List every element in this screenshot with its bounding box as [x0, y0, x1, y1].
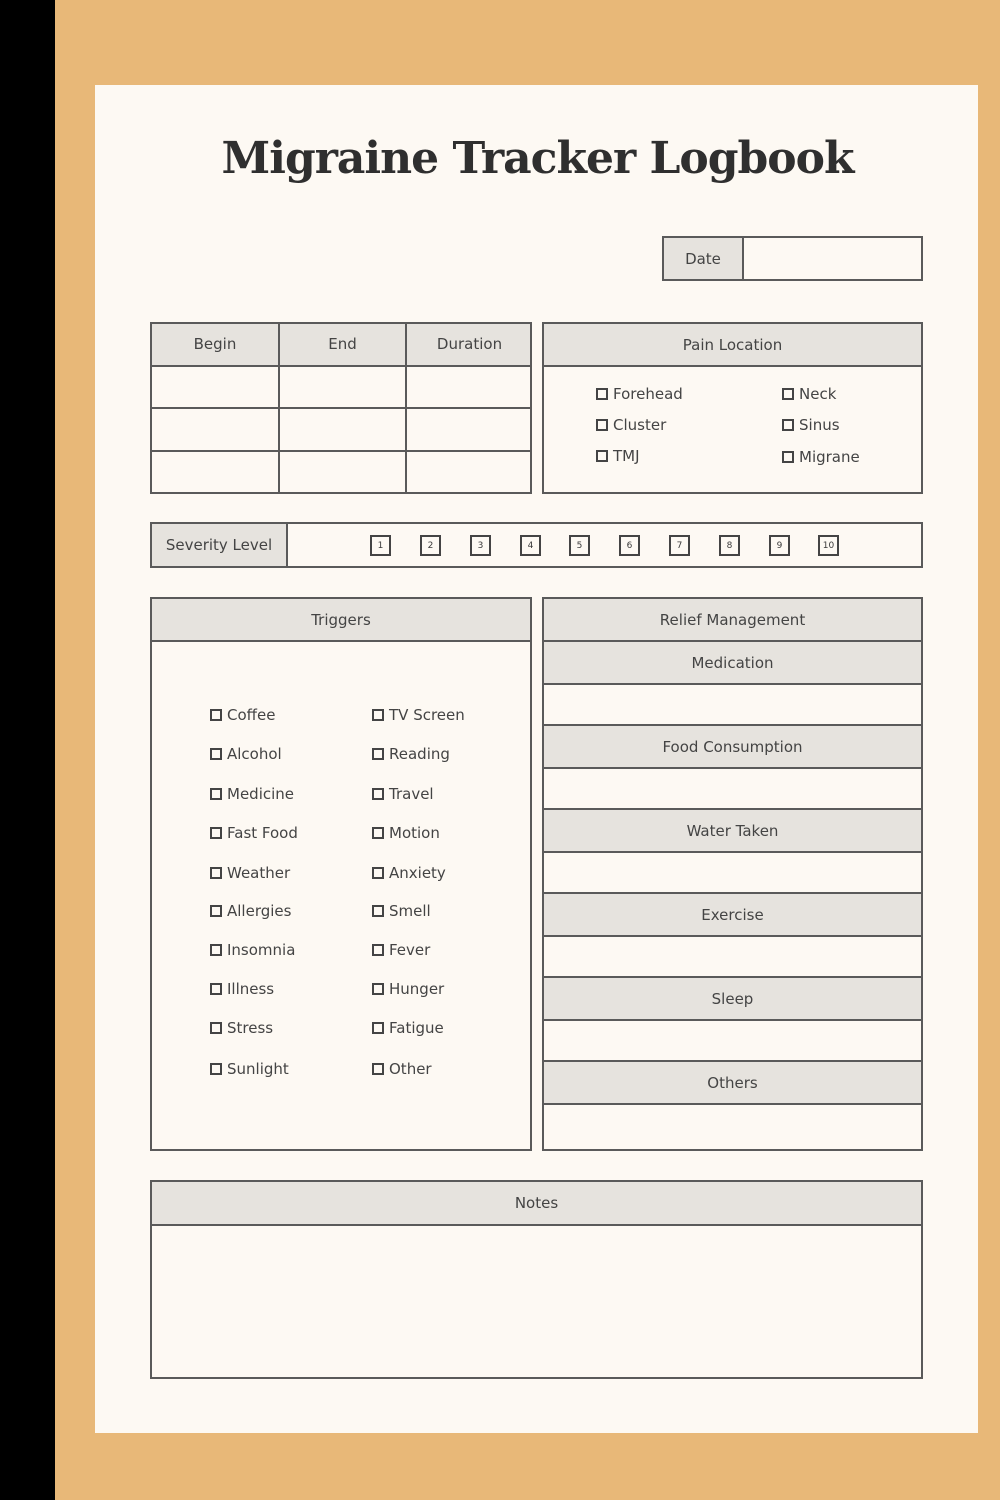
relief-title: Relief Management: [544, 599, 921, 642]
trigger-option[interactable]: [210, 941, 295, 959]
relief-exercise-header: Exercise: [544, 894, 921, 937]
checkbox-icon[interactable]: [596, 388, 608, 400]
checkbox-icon[interactable]: [210, 944, 222, 956]
header-begin: Begin: [193, 335, 237, 353]
trigger-option[interactable]: [210, 864, 290, 882]
option-label: Sinus: [799, 416, 840, 434]
relief-management-box: [542, 597, 923, 1151]
checkbox-icon[interactable]: [372, 709, 384, 721]
trigger-label: TV Screen: [389, 706, 465, 724]
checkbox-icon[interactable]: [372, 1063, 384, 1075]
relief-sleep-header: Sleep: [544, 978, 921, 1021]
triggers-title: Triggers: [152, 599, 530, 642]
checkbox-icon[interactable]: [210, 905, 222, 917]
severity-label: Severity Level: [152, 524, 288, 566]
checkbox-icon[interactable]: [372, 1022, 384, 1034]
checkbox-icon[interactable]: [372, 788, 384, 800]
severity-9[interactable]: 9: [769, 535, 790, 556]
severity-6[interactable]: 6: [619, 535, 640, 556]
relief-food-header: Food Consumption: [544, 726, 921, 769]
relief-others-header: Others: [544, 1062, 921, 1105]
pain-location-title: Pain Location: [544, 324, 921, 367]
option-label: Forehead: [613, 385, 683, 403]
trigger-option[interactable]: [372, 980, 444, 998]
date-field[interactable]: [662, 236, 923, 281]
header-duration: Duration: [436, 335, 503, 353]
trigger-label: Fever: [389, 941, 431, 959]
severity-7[interactable]: 7: [669, 535, 690, 556]
trigger-option[interactable]: [372, 1019, 444, 1037]
checkbox-icon[interactable]: [210, 1022, 222, 1034]
checkbox-icon[interactable]: [596, 450, 608, 462]
severity-1[interactable]: 1: [370, 535, 391, 556]
trigger-label: Travel: [389, 785, 434, 803]
trigger-option[interactable]: [210, 706, 275, 724]
relief-water-header: Water Taken: [544, 810, 921, 853]
option-label: Cluster: [613, 416, 667, 434]
pain-location-box: [542, 322, 923, 494]
trigger-option[interactable]: [372, 785, 434, 803]
header-end: End: [328, 335, 357, 353]
trigger-label: Reading: [389, 745, 450, 763]
trigger-label: Motion: [389, 824, 440, 842]
pain-option-neck[interactable]: [782, 385, 836, 403]
others-field[interactable]: [544, 1105, 921, 1145]
checkbox-icon[interactable]: [782, 388, 794, 400]
trigger-option[interactable]: [210, 1019, 273, 1037]
trigger-option[interactable]: [210, 745, 282, 763]
severity-4[interactable]: 4: [520, 535, 541, 556]
checkbox-icon[interactable]: [210, 827, 222, 839]
checkbox-icon[interactable]: [372, 827, 384, 839]
book-spine: [0, 0, 55, 1500]
trigger-label: Smell: [389, 902, 431, 920]
trigger-option[interactable]: [372, 864, 446, 882]
severity-level-row: [150, 522, 923, 568]
trigger-option[interactable]: [372, 824, 440, 842]
food-consumption-field[interactable]: [544, 769, 921, 810]
trigger-label: Alcohol: [227, 745, 282, 763]
trigger-label: Stress: [227, 1019, 274, 1037]
severity-3[interactable]: 3: [470, 535, 491, 556]
trigger-option[interactable]: [210, 902, 291, 920]
checkbox-icon[interactable]: [210, 983, 222, 995]
pain-option-cluster[interactable]: [596, 416, 666, 434]
row-divider: [152, 407, 530, 409]
severity-10[interactable]: 10: [818, 535, 839, 556]
page-title: Migraine Tracker Logbook: [221, 133, 854, 184]
trigger-label: Illness: [227, 980, 275, 998]
trigger-option[interactable]: [372, 745, 450, 763]
time-table: [150, 322, 532, 494]
trigger-option[interactable]: [210, 980, 274, 998]
checkbox-icon[interactable]: [782, 451, 794, 463]
date-label: Date: [664, 238, 744, 279]
notes-title: Notes: [152, 1182, 921, 1226]
option-label: Neck: [799, 385, 837, 403]
trigger-label: Medicine: [227, 785, 295, 803]
trigger-label: Coffee: [227, 706, 276, 724]
trigger-label: Weather: [227, 864, 291, 882]
severity-2[interactable]: 2: [420, 535, 441, 556]
pain-option-tmj[interactable]: [596, 447, 640, 465]
checkbox-icon[interactable]: [372, 748, 384, 760]
relief-medication-header: Medication: [544, 642, 921, 685]
trigger-label: Fatigue: [389, 1019, 444, 1037]
trigger-option[interactable]: [210, 824, 298, 842]
checkbox-icon[interactable]: [372, 944, 384, 956]
trigger-label: Anxiety: [389, 864, 446, 882]
trigger-option[interactable]: [372, 941, 430, 959]
medication-field[interactable]: [544, 685, 921, 726]
checkbox-icon[interactable]: [210, 709, 222, 721]
trigger-label: Sunlight: [227, 1060, 289, 1078]
trigger-option[interactable]: [210, 785, 294, 803]
severity-5[interactable]: 5: [569, 535, 590, 556]
trigger-option[interactable]: [372, 902, 431, 920]
pain-option-sinus[interactable]: [782, 416, 840, 434]
notes-box[interactable]: [150, 1180, 923, 1379]
checkbox-icon[interactable]: [372, 867, 384, 879]
checkbox-icon[interactable]: [210, 788, 222, 800]
checkbox-icon[interactable]: [782, 419, 794, 431]
trigger-label: Fast Food: [227, 824, 298, 842]
exercise-field[interactable]: [544, 937, 921, 978]
trigger-label: Hunger: [389, 980, 445, 998]
row-divider: [152, 450, 530, 452]
trigger-label: Allergies: [227, 902, 292, 920]
pain-option-forehead[interactable]: [596, 385, 683, 403]
water-taken-field[interactable]: [544, 853, 921, 894]
option-label: TMJ: [613, 447, 640, 465]
trigger-option[interactable]: [372, 1060, 432, 1078]
checkbox-icon[interactable]: [210, 748, 222, 760]
trigger-label: Insomnia: [227, 941, 296, 959]
checkbox-icon[interactable]: [210, 867, 222, 879]
checkbox-icon[interactable]: [596, 419, 608, 431]
trigger-label: Other: [389, 1060, 432, 1078]
triggers-box: [150, 597, 532, 1151]
sleep-field[interactable]: [544, 1021, 921, 1062]
pain-option-migrane[interactable]: [782, 448, 860, 466]
checkbox-icon[interactable]: [372, 905, 384, 917]
trigger-option[interactable]: [210, 1060, 289, 1078]
severity-8[interactable]: 8: [719, 535, 740, 556]
checkbox-icon[interactable]: [210, 1063, 222, 1075]
checkbox-icon[interactable]: [372, 983, 384, 995]
trigger-option[interactable]: [372, 706, 465, 724]
option-label: Migrane: [799, 448, 860, 466]
